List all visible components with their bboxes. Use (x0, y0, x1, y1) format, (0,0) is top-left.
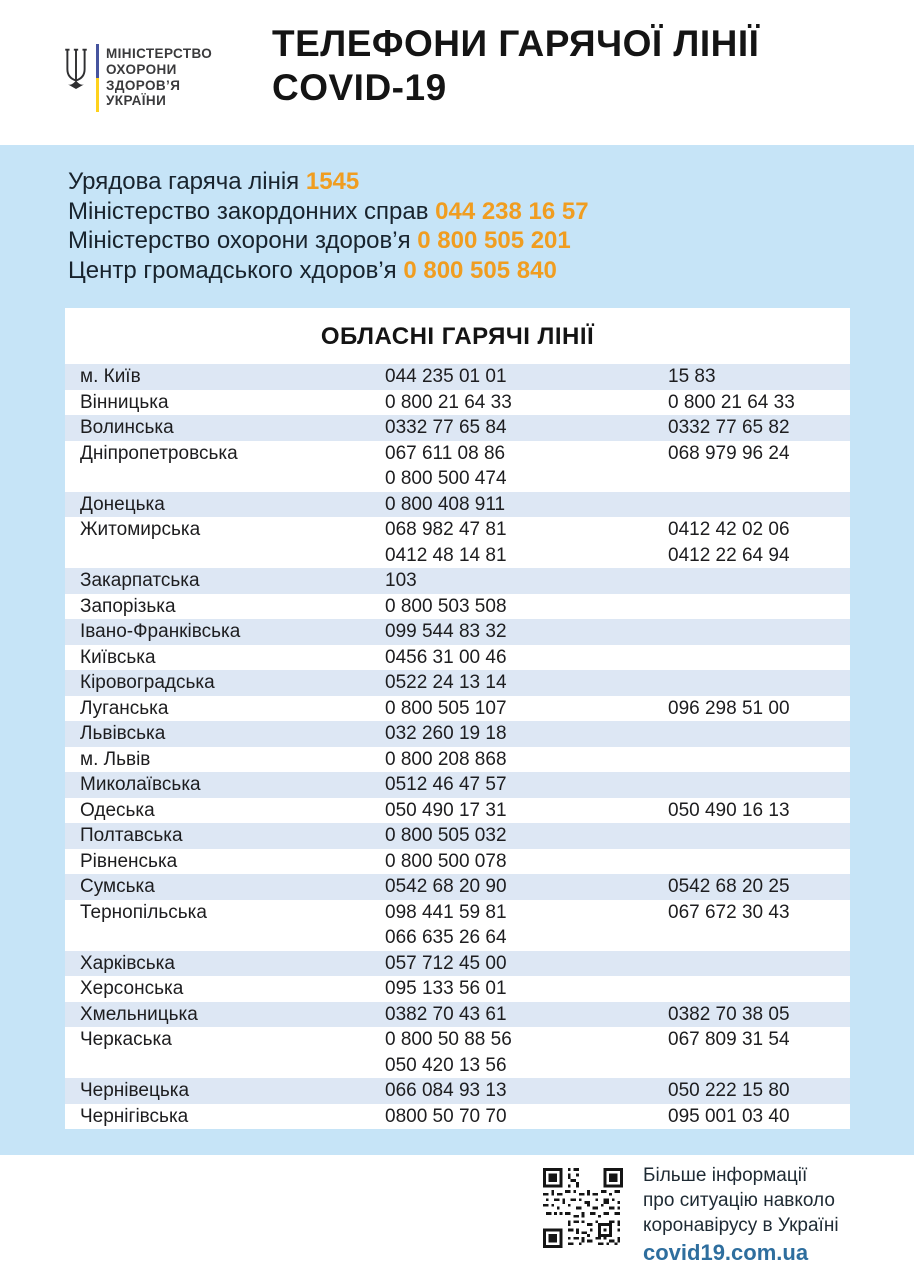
alt-phone-cell (668, 1002, 850, 1028)
hotline-label: Урядова гаряча лінія (68, 168, 306, 195)
alt-phone-cell (668, 390, 850, 416)
trident-icon (62, 46, 90, 90)
phone-number: 0522 24 13 14 (385, 672, 507, 693)
alt-phone-cell (668, 619, 850, 645)
phone-cell (385, 390, 668, 416)
phone-cell (385, 568, 668, 594)
phone-cell (385, 696, 668, 722)
region-cell: Львівська (80, 723, 166, 744)
hotline-item (68, 197, 589, 227)
region-cell: Рівненська (80, 850, 178, 872)
phone-number: 0412 42 02 06 (668, 519, 790, 540)
phone-number: 0 800 505 107 (385, 697, 507, 719)
phone-number: 067 672 30 43 (668, 901, 790, 923)
page-title-line1: ТЕЛЕФОНИ ГАРЯЧОЇ ЛІНІЇ (272, 23, 760, 64)
phone-number: 050 490 16 13 (668, 799, 790, 821)
region-cell: м. Київ (80, 366, 141, 387)
hotline-number: 0 800 505 201 (417, 227, 571, 254)
phone-number: 0456 31 00 46 (385, 646, 507, 668)
table-row (65, 823, 850, 849)
phone-cell (385, 1027, 668, 1078)
phone-number: 15 83 (668, 366, 716, 387)
phone-number: 0800 50 70 70 (385, 1105, 507, 1127)
region-cell: м. Львів (80, 748, 151, 770)
phone-cell (385, 594, 668, 620)
ministry-name-line: ЗДОРОВ’Я (106, 77, 181, 93)
page-title-line2: COVID-19 (272, 67, 447, 108)
footer (0, 1155, 914, 1280)
phone-number: 032 260 19 18 (385, 723, 507, 744)
phone-number: 0382 70 38 05 (668, 1003, 790, 1025)
alt-phone-cell (668, 823, 850, 849)
regional-table-title: ОБЛАСНІ ГАРЯЧІ ЛІНІЇ (320, 323, 595, 350)
table-row (65, 364, 850, 390)
table-row (65, 798, 850, 824)
table-row (65, 568, 850, 594)
table-row (65, 976, 850, 1002)
region-cell: Хмельницька (80, 1003, 198, 1025)
phone-cell (385, 976, 668, 1002)
region-cell: Київська (80, 646, 156, 668)
hotline-number: 1545 (305, 168, 360, 195)
phone-number: 0332 77 65 84 (385, 417, 507, 438)
phone-number: 0332 77 65 82 (668, 417, 790, 438)
phone-number: 096 298 51 00 (668, 697, 790, 719)
footer-info (643, 1163, 839, 1266)
alt-phone-cell (668, 568, 850, 594)
region-cell: Донецька (80, 493, 165, 515)
alt-phone-cell (668, 441, 850, 492)
phone-cell (385, 1002, 668, 1028)
phone-cell (385, 874, 668, 900)
phone-cell (385, 951, 668, 977)
phone-number: 103 (385, 570, 417, 591)
phone-number: 0512 46 47 57 (385, 774, 507, 795)
alt-phone-cell (668, 721, 850, 747)
footer-info-line: Більше інформації (643, 1165, 808, 1186)
covid-info-section (0, 145, 914, 1155)
phone-number: 0 800 50 88 56 (385, 1029, 512, 1050)
phone-number: 0 800 500 474 (385, 468, 507, 489)
table-row (65, 594, 850, 620)
region-cell: Одеська (80, 799, 155, 821)
phone-cell (385, 645, 668, 671)
phone-cell (385, 492, 668, 518)
alt-phone-cell (668, 772, 850, 798)
regional-table-card (65, 308, 850, 1129)
table-row (65, 619, 850, 645)
alt-phone-cell (668, 517, 850, 568)
table-row (65, 1002, 850, 1028)
alt-phone-cell (668, 670, 850, 696)
phone-number: 0412 48 14 81 (385, 544, 507, 566)
footer-info-line: коронавірусу в Україні (643, 1215, 839, 1236)
region-cell: Харківська (80, 952, 175, 974)
hotline-label: Міністерство закордонних справ (68, 197, 436, 225)
ministry-name-line: УКРАЇНИ (106, 93, 167, 109)
phone-cell (385, 441, 668, 492)
regional-table-body (65, 364, 850, 1129)
table-row (65, 721, 850, 747)
region-cell: Закарпатська (80, 570, 200, 591)
region-cell: Полтавська (80, 825, 183, 846)
phone-number: 050 222 15 80 (668, 1080, 790, 1101)
phone-number: 0542 68 20 25 (668, 876, 790, 897)
moz-logo (62, 44, 212, 112)
table-row (65, 951, 850, 977)
region-cell: Черкаська (80, 1029, 172, 1050)
hotline-item (68, 226, 589, 256)
region-cell: Дніпропетровська (80, 442, 238, 464)
table-row (65, 441, 850, 492)
alt-phone-cell (668, 696, 850, 722)
phone-number: 0382 70 43 61 (385, 1003, 507, 1025)
ministry-name (106, 44, 212, 109)
flag-divider (96, 44, 99, 112)
region-cell: Вінницька (80, 391, 169, 413)
national-hotlines (68, 167, 589, 285)
header (0, 0, 914, 145)
region-cell: Миколаївська (80, 774, 201, 795)
phone-cell (385, 517, 668, 568)
table-row (65, 772, 850, 798)
phone-cell (385, 721, 668, 747)
phone-number: 0 800 500 078 (385, 850, 507, 872)
phone-number: 050 490 17 31 (385, 799, 507, 821)
alt-phone-cell (668, 976, 850, 1002)
phone-cell (385, 364, 668, 390)
phone-number: 095 133 56 01 (385, 978, 507, 999)
table-row (65, 747, 850, 773)
alt-phone-cell (668, 492, 850, 518)
region-cell: Волинська (80, 417, 174, 438)
phone-number: 0 800 408 911 (385, 493, 506, 515)
region-cell: Тернопільська (80, 901, 207, 923)
hotline-number: 044 238 16 57 (435, 197, 589, 225)
phone-cell (385, 1104, 668, 1130)
table-row (65, 1104, 850, 1130)
ministry-name-line: ОХОРОНИ (106, 61, 177, 77)
region-cell: Кіровоградська (80, 672, 215, 693)
hotline-label: Центр громадського хдоров’я (68, 256, 404, 284)
table-row (65, 492, 850, 518)
phone-number: 0 800 503 508 (385, 595, 507, 617)
phone-cell (385, 670, 668, 696)
phone-number: 050 420 13 56 (385, 1054, 507, 1076)
phone-number: 0542 68 20 90 (385, 876, 507, 897)
region-cell: Херсонська (80, 978, 184, 999)
phone-number: 098 441 59 81 (385, 901, 507, 923)
phone-number: 057 712 45 00 (385, 952, 507, 974)
region-cell: Запорізька (80, 595, 176, 617)
phone-cell (385, 415, 668, 441)
hotline-item (68, 256, 589, 286)
footer-info-lines (643, 1163, 839, 1238)
table-row (65, 670, 850, 696)
phone-cell (385, 772, 668, 798)
page-title (272, 22, 759, 110)
region-cell: Чернівецька (80, 1080, 190, 1101)
qr-code-icon (543, 1168, 623, 1248)
phone-number: 099 544 83 32 (385, 621, 507, 642)
table-row (65, 1027, 850, 1078)
phone-number: 067 809 31 54 (668, 1029, 790, 1050)
phone-number: 068 979 96 24 (668, 442, 790, 464)
phone-number: 0 800 208 868 (385, 748, 507, 770)
table-row (65, 1078, 850, 1104)
footer-info-line: про ситуацію навколо (643, 1190, 835, 1211)
alt-phone-cell (668, 798, 850, 824)
alt-phone-cell (668, 951, 850, 977)
phone-number: 068 982 47 81 (385, 519, 507, 540)
table-row (65, 900, 850, 951)
region-cell: Житомирська (80, 519, 201, 540)
table-row (65, 517, 850, 568)
region-cell: Сумська (80, 876, 155, 897)
covid19-link[interactable]: covid19.com.ua (643, 1240, 809, 1265)
alt-phone-cell (668, 594, 850, 620)
phone-number: 067 611 08 86 (385, 442, 506, 464)
phone-number: 066 084 93 13 (385, 1080, 507, 1101)
phone-number: 095 001 03 40 (668, 1105, 790, 1127)
table-row (65, 849, 850, 875)
alt-phone-cell (668, 900, 850, 951)
phone-cell (385, 747, 668, 773)
ministry-name-line: МІНІСТЕРСТВО (106, 46, 213, 61)
alt-phone-cell (668, 1078, 850, 1104)
hotline-item (68, 167, 589, 197)
alt-phone-cell (668, 1104, 850, 1130)
hotline-number: 0 800 505 840 (403, 256, 557, 284)
region-cell: Чернігівська (80, 1105, 189, 1127)
alt-phone-cell (668, 1027, 850, 1078)
phone-number: 066 635 26 64 (385, 927, 507, 948)
region-cell: Луганська (80, 697, 169, 719)
table-row (65, 390, 850, 416)
phone-number: 0 800 505 032 (385, 825, 507, 846)
alt-phone-cell (668, 747, 850, 773)
table-row (65, 645, 850, 671)
table-row (65, 696, 850, 722)
phone-number: 0 800 21 64 33 (668, 391, 795, 413)
alt-phone-cell (668, 849, 850, 875)
phone-cell (385, 1078, 668, 1104)
alt-phone-cell (668, 415, 850, 441)
phone-number: 0 800 21 64 33 (385, 391, 512, 413)
alt-phone-cell (668, 364, 850, 390)
phone-cell (385, 900, 668, 951)
phone-cell (385, 619, 668, 645)
phone-cell (385, 823, 668, 849)
region-cell: Івано-Франківська (80, 621, 241, 642)
alt-phone-cell (668, 874, 850, 900)
phone-number: 0412 22 64 94 (668, 544, 790, 566)
table-row (65, 415, 850, 441)
phone-cell (385, 798, 668, 824)
phone-cell (385, 849, 668, 875)
alt-phone-cell (668, 645, 850, 671)
table-row (65, 874, 850, 900)
phone-number: 044 235 01 01 (385, 366, 507, 387)
hotline-label: Міністерство охорони здоров’я (68, 227, 418, 254)
